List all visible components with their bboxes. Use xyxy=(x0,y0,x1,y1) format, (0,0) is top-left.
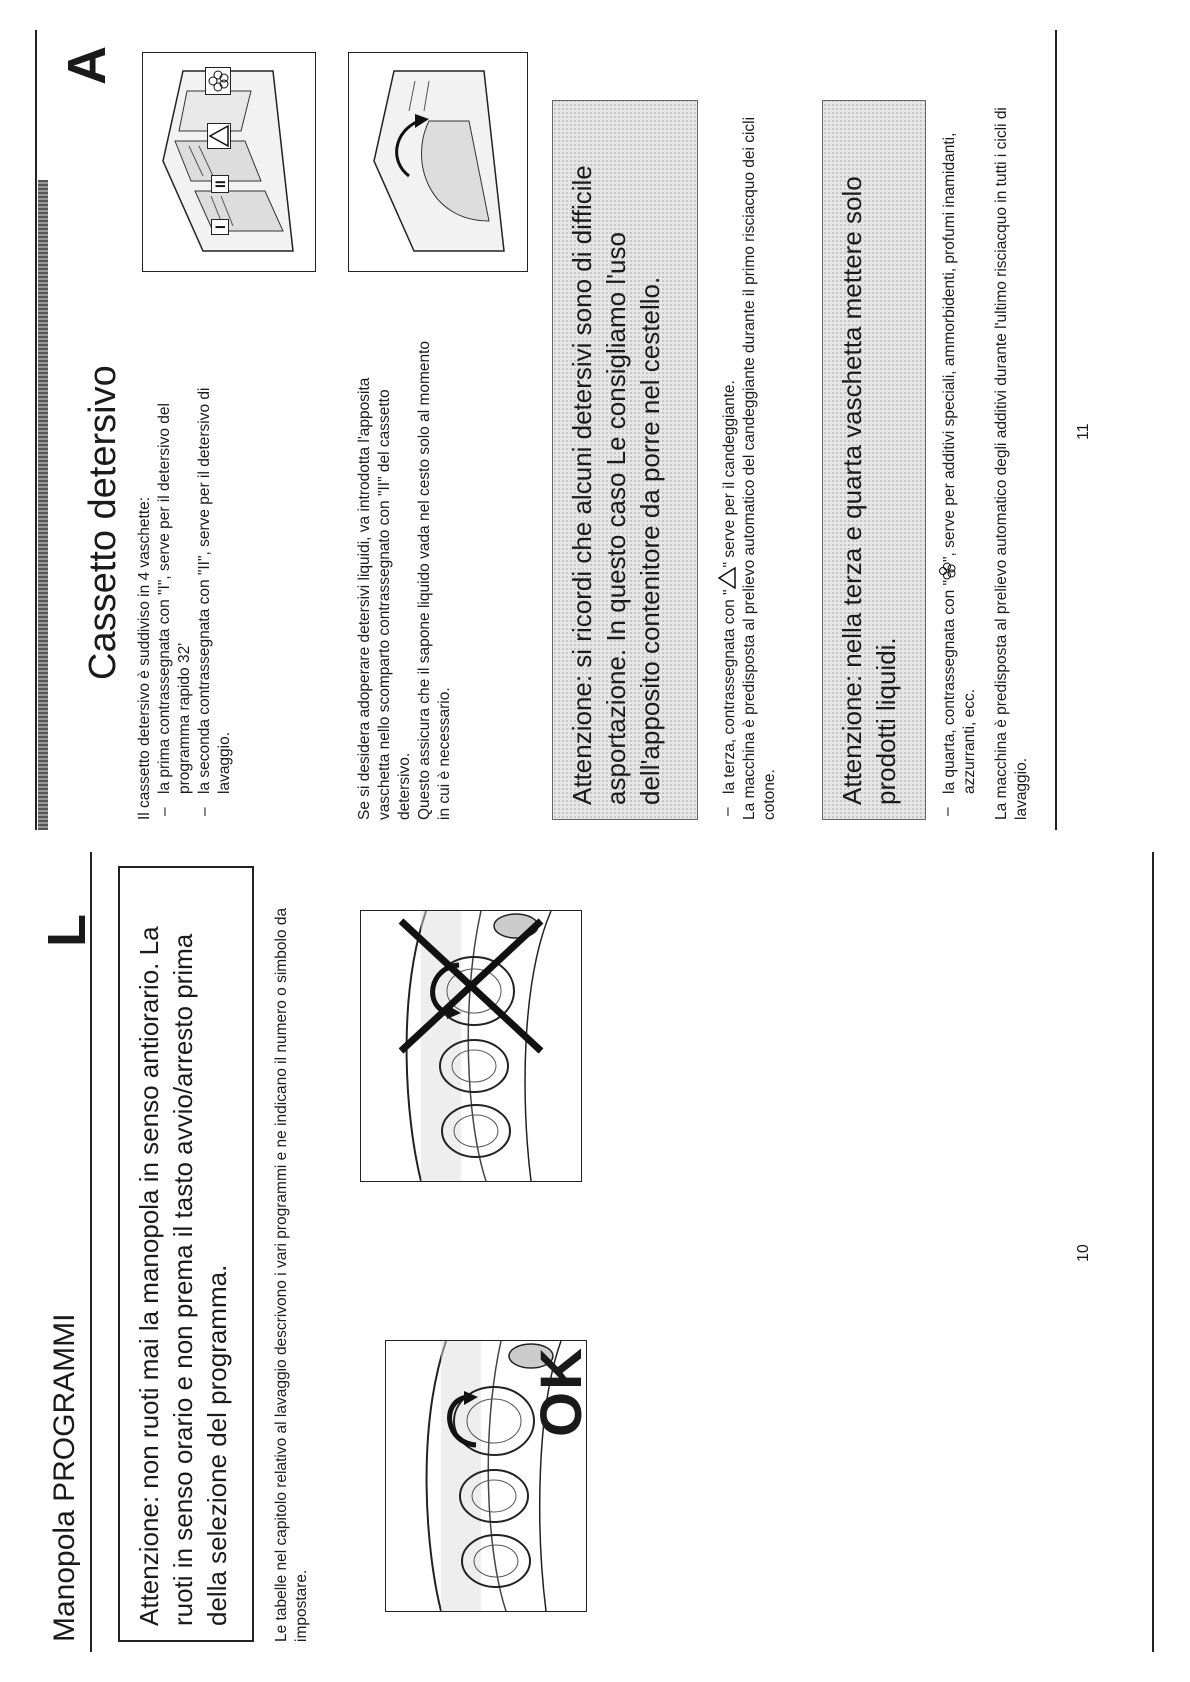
page-number: 11 xyxy=(1075,423,1092,440)
page-number: 10 xyxy=(1075,1244,1092,1262)
top-rule xyxy=(90,852,92,1652)
drawer-compartment-list xyxy=(155,340,235,820)
additive-para: La macchina è predisposta al prelievo automatico degli additivi durante l'ultimo risciacquo in tutti i cicli di lavaggio. xyxy=(993,107,1030,820)
third-compartment-block xyxy=(718,80,780,820)
bleach-triangle-icon xyxy=(718,567,734,589)
right-page xyxy=(0,0,1190,840)
page-title: Cassetto detersivo xyxy=(82,365,124,680)
list-item: – la quarta, contrassegnata con "", serve per additivi speciali, ammorbidenti, profumi inamidanti, azzurranti, ecc. xyxy=(938,60,980,820)
list-item: – la seconda contrassegnata con "II", serve per il detersivo di lavaggio. xyxy=(195,340,235,820)
fourth-compartment-block xyxy=(938,60,1032,820)
warning-box-liquid xyxy=(822,100,926,820)
compartment-label-i: I xyxy=(211,219,229,235)
ok-label: OK xyxy=(529,1346,594,1437)
compartment-label-ii: II xyxy=(211,175,229,193)
left-page xyxy=(0,842,1190,1682)
bleach-triangle-icon xyxy=(207,123,231,149)
flower-softener-icon xyxy=(938,562,954,580)
drawer-intro-block xyxy=(135,340,235,820)
warning-box-removal xyxy=(552,100,698,820)
wrong-illustration xyxy=(360,910,582,1182)
section-letter: A xyxy=(57,46,117,85)
liquid-para-1: Se si desidera adoperare detersivi liquidi, va introdotta l'apposita vaschetta nello scomparto contrassegnato con "II" del cassetto detersivo. xyxy=(356,377,413,820)
liquid-container-drawing xyxy=(349,53,527,271)
section-letter: L xyxy=(37,914,97,947)
warning-text: Attenzione: nella terza e quarta vaschetta mettere solo prodotti liquidi. xyxy=(837,176,901,805)
drawer-compartments-illustration xyxy=(142,52,316,272)
warning-text: Attenzione: non ruoti mai la manopola in senso antiorario. La ruoti in senso orario e non prema il tasto avvio/arresto prima della selezione del programma. xyxy=(134,926,232,1626)
top-rule xyxy=(35,30,37,830)
clockwise-arrow-icon xyxy=(436,1389,482,1453)
list-item: – la prima contrassegnata con "I", serve per il detersivo del programma rapido 32' xyxy=(155,340,195,820)
warning-box xyxy=(118,866,254,1642)
drawer-intro-text: Il cassetto detersivo è suddiviso in 4 vaschette: xyxy=(136,496,153,820)
cross-mark-icon xyxy=(391,911,551,1061)
page-title: Manopola PROGRAMMI xyxy=(48,1313,81,1642)
bottom-rule xyxy=(1152,852,1154,1652)
header-shading xyxy=(38,180,48,830)
bottom-rule xyxy=(1055,30,1057,830)
liquid-para-2: Questo assicura che il sapone liquido vada nel cesto solo al momento in cui è necessario. xyxy=(416,340,453,820)
flower-softener-icon xyxy=(205,67,231,95)
list-item: – la terza, contrassegnata con "" serve per il candeggiante. xyxy=(718,80,740,820)
liquid-insert-illustration xyxy=(348,52,528,272)
intro-text: Le tabelle nel capitolo relativo al lavaggio descrivono i vari programmi e ne indicano il numero o simbolo da impostare. xyxy=(273,907,310,1642)
warning-text: Attenzione: si ricordi che alcuni detersivi sono di difficile asportazione. In questo caso Le consigliamo l'uso dell'apposito contenitore da porre nel cestello. xyxy=(567,165,665,805)
bleach-para: La macchina è predisposta al prelievo automatico del candeggiante durante il primo risciacquo dei cicli cotone. xyxy=(741,116,778,820)
liquid-detergent-block xyxy=(355,340,455,820)
